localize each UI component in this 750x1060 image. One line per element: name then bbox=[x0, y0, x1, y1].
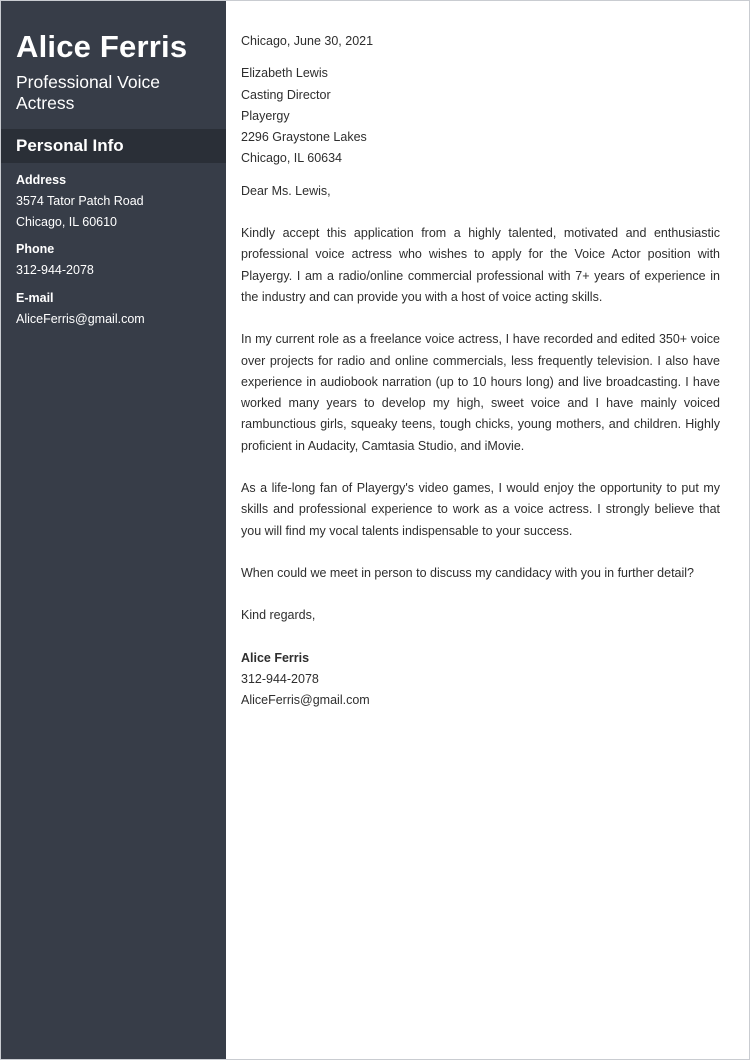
address-line-1: 3574 Tator Patch Road bbox=[16, 194, 144, 208]
closing-phrase: Kind regards, bbox=[241, 608, 316, 623]
section-title: Personal Info bbox=[16, 136, 124, 155]
email-label: E-mail bbox=[16, 291, 54, 305]
signature-email: AliceFerris@gmail.com bbox=[241, 693, 370, 708]
recipient-role: Casting Director bbox=[241, 87, 331, 102]
phone-value: 312-944-2078 bbox=[16, 263, 94, 277]
address-block bbox=[16, 170, 221, 233]
phone-label: Phone bbox=[16, 242, 55, 256]
salutation: Dear Ms. Lewis, bbox=[241, 183, 331, 198]
signature-name: Alice Ferris bbox=[241, 650, 310, 665]
letter-date: Chicago, June 30, 2021 bbox=[241, 34, 374, 48]
recipient-city: Chicago, IL 60634 bbox=[241, 151, 343, 166]
recipient-street: 2296 Graystone Lakes bbox=[241, 130, 367, 145]
letter-body bbox=[241, 31, 720, 711]
recipient-name: Elizabeth Lewis bbox=[241, 66, 328, 81]
email-value: AliceFerris@gmail.com bbox=[16, 312, 145, 326]
applicant-name: Alice Ferris bbox=[16, 29, 188, 64]
signature-block bbox=[241, 648, 720, 712]
phone-block bbox=[16, 239, 221, 281]
recipient-block bbox=[241, 63, 720, 169]
address-label: Address bbox=[16, 173, 67, 187]
address-line-2: Chicago, IL 60610 bbox=[16, 215, 118, 229]
closing-question: When could we meet in person to discuss my candidacy with you in further detail? bbox=[241, 565, 695, 580]
sidebar bbox=[1, 1, 226, 1060]
paragraph-experience: In my current role as a freelance voice actress, I have recorded and edited 350+ voice over projects for radio and online commercials, less frequently television. I also have experience in audiobook narration (up to 10 hours long) and live broadcasting. I have worked many years to develop my high, sweet voice and I have mainly voiced rambunctious girls, squeaky teens, tough chicks, young mothers, and children. Highly proficient in Audacity, Camtasia Studio, and iMovie. bbox=[241, 332, 720, 453]
paragraph-motivation: As a life-long fan of Playergy's video games, I would enjoy the opportunity to put my skills and professional experience to work as a voice actress. I strongly believe that you will find my vocal talents indispensable to your success. bbox=[241, 481, 720, 538]
personal-info-header bbox=[1, 129, 226, 163]
signature-phone: 312-944-2078 bbox=[241, 671, 319, 686]
applicant-title: Professional Voice Actress bbox=[16, 72, 160, 113]
email-block bbox=[16, 288, 221, 330]
paragraph-intro: Kindly accept this application from a highly talented, motivated and enthusiastic professional voice actress who wishes to apply for the Voice Actor position with Playergy. I am a radio/online commercial professional with 7+ years of experience in the industry and can provide you with a host of voice acting skills. bbox=[241, 226, 720, 304]
recipient-company: Playergy bbox=[241, 108, 290, 123]
